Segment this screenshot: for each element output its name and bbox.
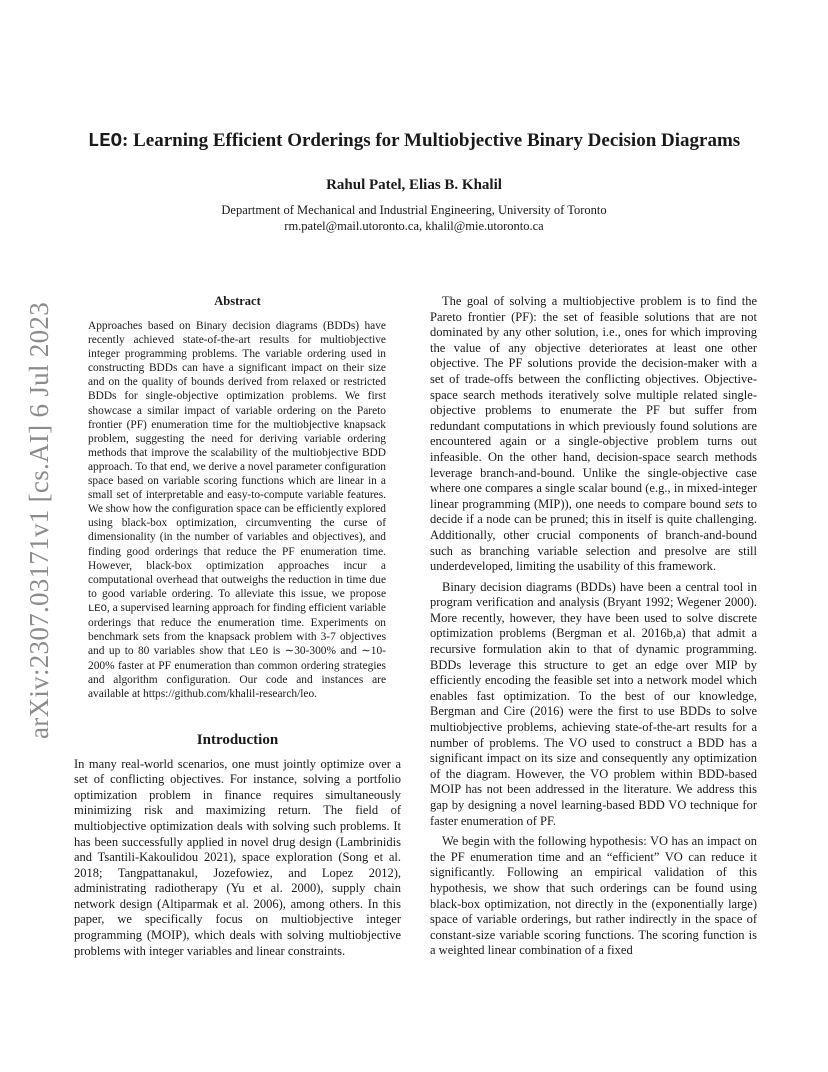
title-rest: : Learning Efficient Orderings for Multiobjective Binary Decision Diagrams <box>122 130 741 151</box>
right-paragraph-1-emphasis: sets <box>724 496 744 511</box>
author-emails: rm.patel@mail.utoronto.ca, khalil@mie.utoronto.ca <box>284 219 544 233</box>
left-column <box>74 294 401 959</box>
abstract-part-2: , a supervised learning approach for finding efficient variable orderings that reduce the enumeration time. Experiments on benchmark sets from the knapsack problem with 3-7 objectives and up to 80 variables show that <box>88 601 386 658</box>
right-paragraph-1-part-a: The goal of solving a multiobjective problem is to find the Pareto frontier (PF): the set of feasible solutions that are not dominated by any other solution, i.e., ones for which improving the value of any objective deteriorates at least one other objective. The PF solutions provide the decision-maker with a set of trade-offs between the conflicting objectives. Objective-space search methods iteratively solve multiple related single-objective problems to enumerate the PF but suffer from redundant computations in which previously found solutions are encountered again or a single-objective problem turns out infeasible. On the other hand, decision-space search methods leverage branch-and-bound. Unlike the single-objective case where one compares a single scalar bound (e.g., in mixed-integer linear programming (MIP)), one needs to compare bound <box>430 294 757 511</box>
abstract-heading: Abstract <box>214 294 261 308</box>
affiliation-text: Department of Mechanical and Industrial Engineering, University of Toronto <box>221 203 607 217</box>
right-paragraph-2: Binary decision diagrams (BDDs) have been a central tool in program verification and analysis (Bryant 1992; Wegener 2000). More recently, however, they have been used to solve discrete optimization problems (Bergman et al. 2016b,a) that admit a recursive formulation akin to that of dynamic programming. BDDs leverage this structure to get an edge over MIP by efficiently encoding the feasible set into a network model which enables fast optimization. To the best of our knowledge, Bergman and Cire (2016) were the first to use BDDs to solve multiobjective problems, achieving state-of-the-art results for a number of problems. The VO used to construct a BDD has a significant impact on its size and consequently any optimization of the diagram. However, the VO problem within BDD-based MOIP has not been addressed in the literature. We address this gap by designing a novel learning-based BDD VO technique for faster enumeration of PF. <box>430 579 757 828</box>
paper-title <box>70 130 758 152</box>
right-column <box>430 294 757 959</box>
abstract-part-1: Approaches based on Binary decision diagrams (BDDs) have recently achieved state-of-the-art results for multiobjective integer programming problems. The variable ordering used in constructing BDDs can have a significant impact on their size and on the quality of bounds derived from relaxed or restricted BDDs for single-objective optimization problems. We first showcase a similar impact of variable ordering on the Pareto frontier (PF) enumeration time for the multiobjective knapsack problem, suggesting the need for deriving variable ordering methods that improve the scalability of the multiobjective BDD approach. To that end, we derive a novel parameter configuration space based on variable scoring functions which are linear in a small set of interpretable and easy-to-compute variable features. We show how the configuration space can be efficiently explored using black-box optimization, circumventing the curse of dimensionality (in the number of variables and objectives), and finding good orderings that reduce the PF enumeration time. However, black-box optimization approaches incur a computational overhead that outweighs the reduction in time due to good variable ordering. To alleviate this issue, we propose <box>88 320 386 600</box>
introduction-heading: Introduction <box>196 731 279 748</box>
title-acronym: LEO <box>87 130 123 152</box>
affiliation-block <box>70 202 758 234</box>
arxiv-identifier-stamp <box>20 301 60 739</box>
arxiv-identifier-text: arXiv:2307.03171v1 [cs.AI] 6 Jul 2023 <box>24 301 55 739</box>
abstract-text <box>88 319 386 702</box>
abstract-acronym-1: LEO <box>88 602 107 615</box>
abstract-part-3: is ∼30-300% and ∼10-200% faster at PF enumeration than common ordering strategies and algorithm configuration. Our code and instances are available at https://github.com/khalil-research/leo. <box>88 645 386 701</box>
right-paragraph-1 <box>430 294 757 575</box>
right-paragraph-1-part-b: to decide if a node can be pruned; this in itself is quite challenging. Additionally, other crucial components of branch-and-bound such as branching variable selection and presolve are still underdeveloped, limiting the usability of this framework. <box>430 496 757 574</box>
right-paragraph-3: We begin with the following hypothesis: VO has an impact on the PF enumeration time and an “efficient” VO can reduce it significantly. Following an empirical validation of this hypothesis, we show that such orderings can be found using black-box optimization, not directly in the (exponentially large) space of variable orderings, but rather indirectly in the space of constant-size variable scoring functions. The scoring function is a weighted linear combination of a fixed <box>430 834 757 958</box>
author-list: Rahul Patel, Elias B. Khalil <box>326 177 502 193</box>
abstract-acronym-2: LEO <box>249 646 269 659</box>
introduction-paragraph-1: In many real-world scenarios, one must jointly optimize over a set of conflicting objectives. For instance, solving a portfolio optimization problem in finance requires simultaneously minimizing risk and maximizing return. The field of multiobjective optimization deals with solving such problems. It has been successfully applied in novel drug design (Lambrinidis and Tsantili-Kakoulidou 2021), space exploration (Song et al. 2018; Tangpattanakul, Jozefowiez, and Lopez 2012), administrating radiotherapy (Yu et al. 2000), supply chain network design (Altiparmak et al. 2006), among others. In this paper, we specifically focus on multiobjective integer programming (MOIP), which deals with solving multiobjective problems with integer variables and linear constraints. <box>74 756 401 958</box>
